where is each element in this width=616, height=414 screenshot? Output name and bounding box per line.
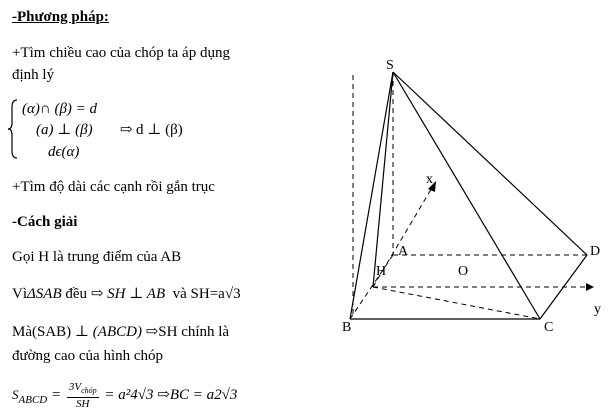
method-heading: -Phương pháp:: [12, 9, 109, 25]
formula-fraction: [67, 381, 99, 410]
label-H: H: [376, 264, 387, 279]
method-step1-line1: +Tìm chiều cao của chóp ta áp dụng: [12, 45, 230, 61]
line2-sh: và SH=a√3: [172, 286, 241, 302]
formula-den: SH: [76, 398, 90, 411]
line3-sh: SH chính là: [158, 324, 230, 340]
pyramid-figure: [330, 55, 610, 345]
label-S: S: [386, 58, 394, 73]
edge-SD: [393, 72, 587, 255]
formula-rhs2: BC = a2√3: [169, 387, 238, 404]
edge-SH: [373, 72, 393, 287]
system-arrow: ⇨: [120, 122, 133, 138]
line3-arrow: ⇨: [145, 324, 159, 340]
system-brace: [8, 99, 18, 159]
label-A: A: [398, 244, 409, 259]
axis-y-arrow: [586, 283, 594, 291]
diag-HC: [373, 287, 540, 319]
formula-lhs: S: [12, 387, 19, 403]
solution-heading: -Cách giải: [12, 214, 78, 230]
line2-deu: đều: [65, 286, 88, 302]
label-B: B: [342, 320, 352, 335]
line2-vi: Vì: [12, 286, 27, 302]
solution-formula: [12, 381, 237, 410]
system-conclusion: d ⊥ (β): [136, 122, 183, 138]
line2-perp: SH ⊥ AB: [107, 286, 166, 302]
system-line3: dϵ(α): [48, 144, 80, 160]
solution-line4: đường cao của hình chóp: [12, 348, 164, 364]
formula-eq: =: [50, 387, 62, 404]
label-D: D: [590, 244, 601, 259]
system-line1: (α)∩ (β) = d: [22, 101, 98, 117]
formula-arrow: ⇨: [157, 387, 170, 404]
label-O: O: [458, 264, 469, 279]
label-C: C: [544, 320, 554, 335]
label-x: x: [426, 172, 433, 187]
edge-SC: [393, 72, 540, 319]
edge-SB: [350, 72, 393, 319]
line3-plane: (ABCD): [92, 324, 142, 340]
formula-rhs1: = a²4√3: [104, 387, 154, 404]
solution-line1: Gọi H là trung điểm của AB: [12, 249, 182, 265]
line3-ma: Mà(SAB) ⊥: [12, 324, 90, 340]
formula-lhs-sub: ABCD: [18, 394, 48, 407]
method-step1-line2: định lý: [12, 67, 55, 83]
formula-num-sub: chóp: [81, 386, 97, 396]
formula-num: 3V: [68, 381, 82, 393]
label-y: y: [594, 302, 601, 317]
line2-arrow: ⇨: [90, 286, 104, 302]
method-step2: +Tìm độ dài các cạnh rồi gắn trục: [12, 179, 215, 195]
solution-line2: [12, 285, 241, 303]
line2-triangle: ΔSAB: [27, 286, 62, 302]
solution-line3: [12, 323, 229, 341]
system-line2: (a) ⊥ (β): [36, 122, 93, 138]
